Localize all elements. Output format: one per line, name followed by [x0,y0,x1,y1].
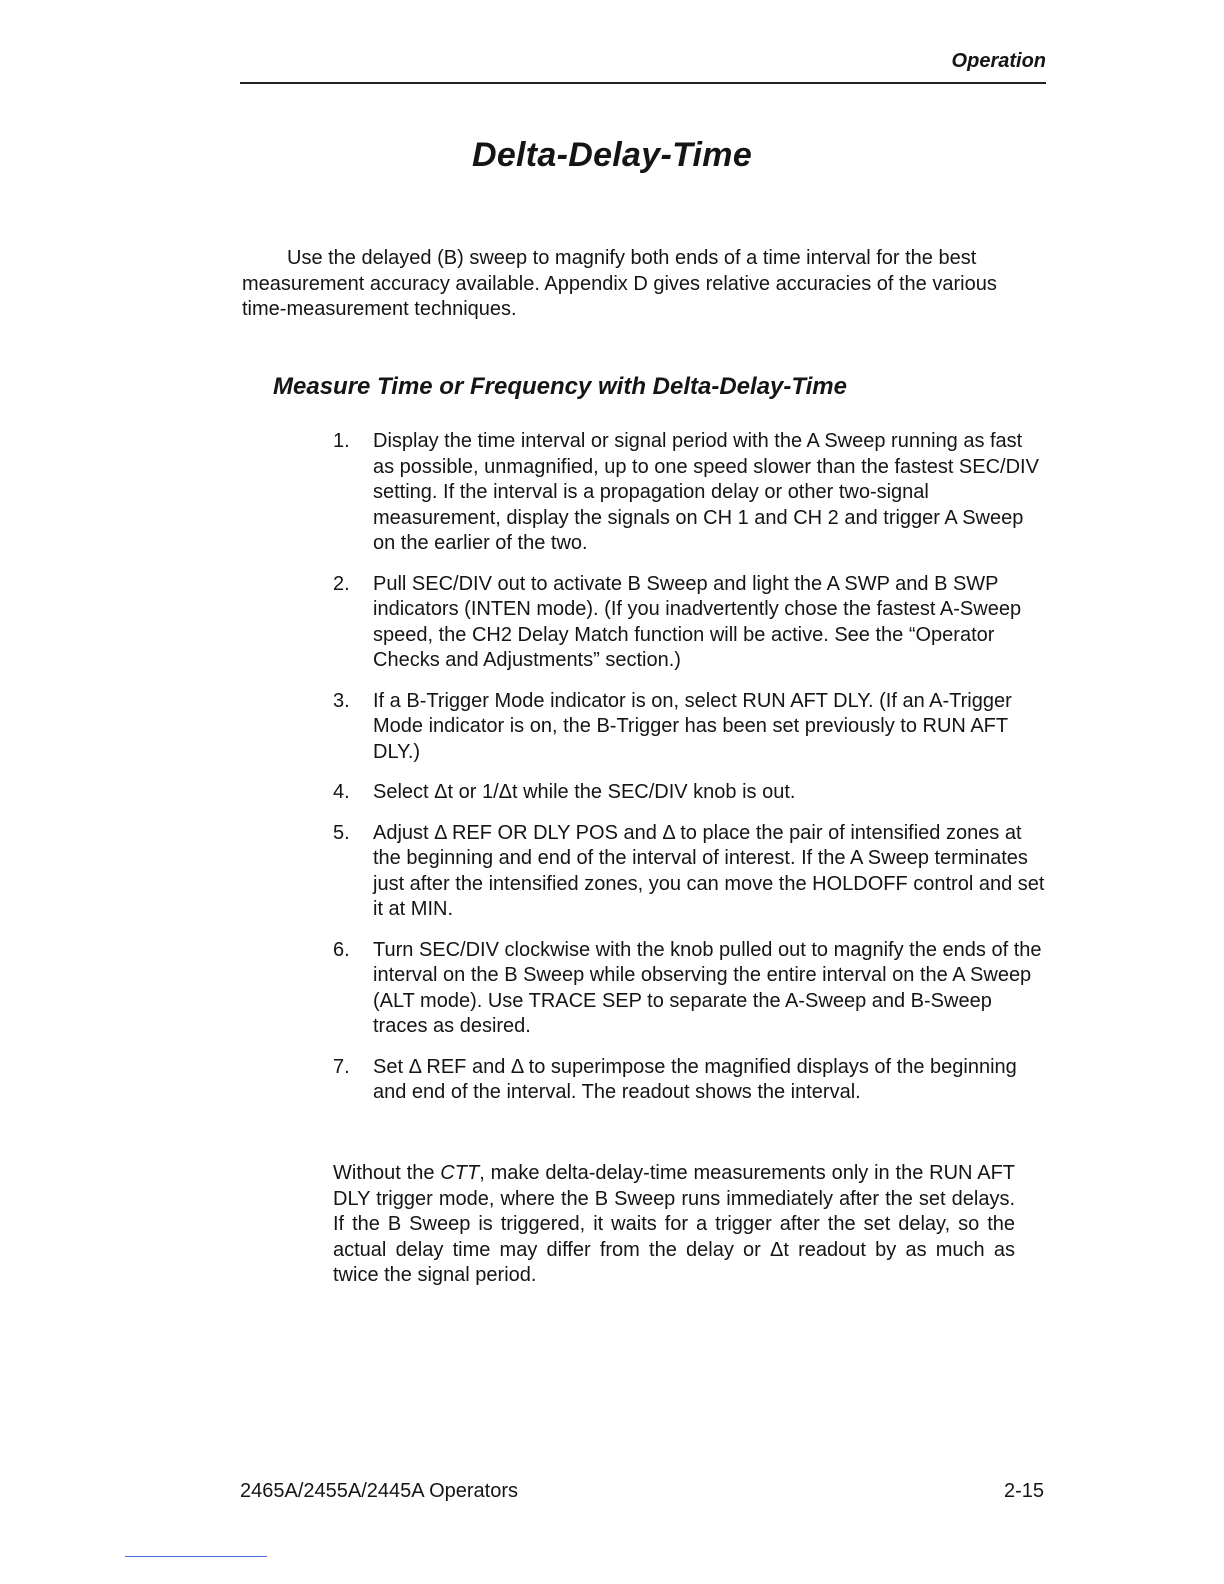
step-number: 6. [333,938,350,961]
page-title: Delta-Delay-Time [471,136,753,174]
note-paragraph [333,1161,1015,1289]
step-text: Pull SEC/DIV out to activate B Sweep and light the A SWP and B SWP indicators (INTEN mode). (If you inadvertently chose the fastest A-Sweep speed, the CH2 Delay Match function will be active. See the “Operator Checks and Adjustments” section.) [373,572,1022,671]
header-section-label: Operation [951,50,1046,72]
footer-page-number: 2-15 [1003,1480,1044,1502]
footer-manual-title: 2465A/2455A/2445A Operators [240,1480,518,1502]
step-text: Set Δ REF and Δ to superimpose the magnified displays of the beginning and end of the interval. The readout shows the interval. [373,1055,1017,1103]
running-header [240,48,1046,84]
step-number: 3. [333,689,350,712]
procedure-step [333,938,1045,1040]
step-text: Display the time interval or signal period with the A Sweep running as fast as possible, unmagnified, up to one speed slower than the fastest SEC/DIV setting. If the interval is a propagation delay or other two-signal measurement, display the signals on CH 1 and CH 2 and trigger A Sweep on the earlier of the two. [373,430,1039,554]
step-number: 2. [333,572,350,595]
note-text-before: Without the [333,1162,441,1184]
procedure-step [333,689,1045,766]
step-number: 4. [333,781,350,803]
step-number: 7. [333,1055,350,1078]
step-text: If a B-Trigger Mode indicator is on, select RUN AFT DLY. (If an A-Trigger Mode indicator is on, the B-Trigger has been set previously to RUN AFT DLY.) [373,689,1012,763]
scan-underline-mark [125,1556,267,1557]
section-heading: Measure Time or Frequency with Delta-Delay-Time [273,373,847,400]
intro-paragraph: Use the delayed (B) sweep to magnify both ends of a time interval for the best measurement accuracy available. Appendix D gives relative accuracies of the various time-measurement techniques. [242,247,997,320]
procedure-step [333,429,1045,557]
procedure-step [333,572,1045,674]
procedure-steps [333,429,1045,1121]
procedure-step [333,821,1045,923]
step-text: Turn SEC/DIV clockwise with the knob pulled out to magnify the ends of the interval on the B Sweep while observing the entire interval on the A Sweep (ALT mode). Use TRACE SEP to separate the A-Sweep and B-Sweep traces as desired. [373,938,1042,1037]
note-text-after: , make delta-delay-time measurements only in the RUN AFT DLY trigger mode, where the B Sweep runs immediately after the set delays. If the B Sweep is triggered, it waits for a trigger after the set delay, so the actual delay time may differ from the delay or Δt readout by as much as twice the signal period. [333,1162,1015,1286]
step-number: 1. [333,430,350,452]
step-number: 5. [333,821,350,844]
note-emphasis: CTT [440,1162,480,1184]
procedure-step [333,780,1045,806]
procedure-step [333,1055,1045,1106]
step-text: Select Δt or 1/Δt while the SEC/DIV knob is out. [373,781,796,803]
step-text: Adjust Δ REF OR DLY POS and Δ to place the pair of intensified zones at the beginning and end of the interval of interest. If the A Sweep terminates just after the intensified zones, you can move the HOLDOFF control and set it at MIN. [373,821,1045,920]
